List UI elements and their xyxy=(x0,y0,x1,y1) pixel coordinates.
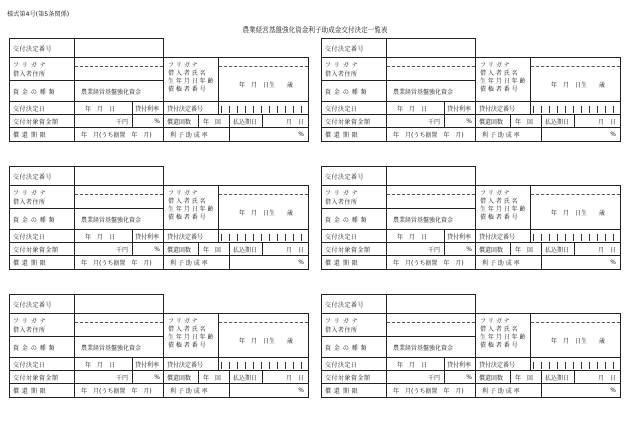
address-field[interactable] xyxy=(386,313,476,337)
decision-no-field[interactable] xyxy=(74,166,164,186)
furigana-address-label-cell xyxy=(321,185,387,209)
loan-decision-no-field[interactable] xyxy=(530,101,621,115)
decision-no-field[interactable] xyxy=(386,38,476,58)
fund-type-label: 資 金 の 種 類 xyxy=(9,80,75,102)
repay-count-unit[interactable]: 年 回 xyxy=(510,242,542,256)
debtor-no-label: 債 権 者 番 号 xyxy=(480,342,518,349)
decision-no-field[interactable] xyxy=(386,294,476,314)
borrower-address-label: 借入者住所 xyxy=(325,199,358,206)
subsidy-rate-label: 利 子 助 成 率 xyxy=(475,255,542,270)
fund-type-value: 農業経営基盤強化資金 xyxy=(386,208,476,230)
birthdate-label: 生 年 月 日 年 齢 xyxy=(480,334,526,341)
repay-count-unit[interactable]: 年 回 xyxy=(510,370,542,384)
fund-type-label: 資 金 の 種 類 xyxy=(9,336,75,358)
pay-date-value[interactable]: 月 日 xyxy=(262,370,309,384)
subsidy-rate-label: 利 子 助 成 率 xyxy=(163,255,230,270)
card-5 xyxy=(9,294,309,412)
pay-date-value[interactable]: 月 日 xyxy=(574,114,621,128)
borrower-name-label: 借 入 者 氏 名 xyxy=(168,326,206,333)
birth-value: 年 月 日生 歳 xyxy=(551,82,606,89)
loan-rate-label: 貸付利率 xyxy=(132,357,164,371)
repay-count-label: 償還回数 xyxy=(163,370,199,384)
address-field[interactable] xyxy=(386,185,476,209)
decision-date-label: 交付決定日 xyxy=(321,229,387,243)
name-label-cell xyxy=(163,313,219,358)
furigana-address-label-cell xyxy=(321,313,387,337)
debtor-no-label: 債 権 者 番 号 xyxy=(480,86,518,93)
borrower-address-label: 借入者住所 xyxy=(13,199,46,206)
borrower-address-label: 借入者住所 xyxy=(325,327,358,334)
loan-decision-no-label: 貸付決定番号 xyxy=(475,229,531,243)
loan-decision-no-label: 貸付決定番号 xyxy=(163,101,219,115)
target-amount-label: 交付対象資金額 xyxy=(321,370,387,384)
borrower-name-label: 借 入 者 氏 名 xyxy=(480,70,518,77)
subsidy-rate-percent[interactable]: % xyxy=(229,383,309,398)
loan-rate-percent[interactable]: % xyxy=(444,370,476,384)
pay-date-value[interactable]: 月 日 xyxy=(574,242,621,256)
birth-value: 年 月 日生 歳 xyxy=(551,210,606,217)
furigana-label: フ リ ガ ナ xyxy=(325,318,359,325)
decision-no-field[interactable] xyxy=(386,166,476,186)
subsidy-rate-percent[interactable]: % xyxy=(229,127,309,142)
name-field[interactable] xyxy=(218,185,309,230)
repay-count-label: 償還回数 xyxy=(475,370,511,384)
borrower-address-label: 借入者住所 xyxy=(13,71,46,78)
repay-period-label: 償 還 期 限 xyxy=(321,255,387,270)
name-label-cell xyxy=(475,185,531,230)
loan-decision-no-field[interactable] xyxy=(218,229,309,243)
loan-decision-no-label: 貸付決定番号 xyxy=(475,357,531,371)
borrower-name-label: 借 入 者 氏 名 xyxy=(168,70,206,77)
furigana-label: フ リ ガ ナ xyxy=(13,190,47,197)
pay-date-value[interactable]: 月 日 xyxy=(262,114,309,128)
card-3 xyxy=(9,166,309,284)
pay-date-label: 払込期日 xyxy=(541,370,575,384)
loan-rate-label: 貸付利率 xyxy=(132,101,164,115)
name-field[interactable] xyxy=(530,185,621,230)
repay-count-label: 償還回数 xyxy=(163,114,199,128)
target-amount-unit[interactable]: 千円 xyxy=(386,242,445,256)
decision-no-label: 交付決定番号 xyxy=(321,166,387,186)
repay-period-label: 償 還 期 限 xyxy=(9,383,75,398)
loan-decision-no-label: 貸付決定番号 xyxy=(163,357,219,371)
loan-decision-no-field[interactable] xyxy=(530,357,621,371)
subsidy-rate-label: 利 子 助 成 率 xyxy=(163,383,230,398)
card-2 xyxy=(321,38,621,156)
decision-date-value[interactable]: 年 月 日 xyxy=(386,101,445,115)
fund-type-label: 資 金 の 種 類 xyxy=(321,208,387,230)
birthdate-label: 生 年 月 日 年 齢 xyxy=(480,78,526,85)
name-label-cell xyxy=(163,185,219,230)
subsidy-rate-percent[interactable]: % xyxy=(229,255,309,270)
borrower-address-label: 借入者住所 xyxy=(13,327,46,334)
furigana-label: フ リ ガ ナ xyxy=(325,62,359,69)
decision-date-label: 交付決定日 xyxy=(9,101,75,115)
fund-type-value: 農業経営基盤強化資金 xyxy=(74,336,164,358)
page-title: 農業経営基盤強化資金利子助成金交付決定一覧表 xyxy=(242,26,388,34)
fund-type-label: 資 金 の 種 類 xyxy=(321,80,387,102)
card-4 xyxy=(321,166,621,284)
decision-date-value[interactable]: 年 月 日 xyxy=(74,357,133,371)
debtor-no-label: 債 権 者 番 号 xyxy=(480,214,518,221)
loan-rate-percent[interactable]: % xyxy=(132,242,164,256)
decision-date-label: 交付決定日 xyxy=(9,229,75,243)
target-amount-unit[interactable]: 千円 xyxy=(74,242,133,256)
decision-no-label: 交付決定番号 xyxy=(9,166,75,186)
pay-date-label: 払込期日 xyxy=(541,242,575,256)
name-label-cell xyxy=(475,313,531,358)
repay-period-value[interactable]: 年 月(うち据置 年 月) xyxy=(386,383,476,398)
address-field[interactable] xyxy=(74,57,164,81)
address-field[interactable] xyxy=(74,185,164,209)
furigana-address-label-cell xyxy=(9,185,75,209)
repay-count-unit[interactable]: 年 回 xyxy=(198,370,230,384)
loan-rate-percent[interactable]: % xyxy=(132,114,164,128)
subsidy-rate-label: 利 子 助 成 率 xyxy=(475,127,542,142)
target-amount-unit[interactable]: 千円 xyxy=(74,114,133,128)
repay-count-label: 償還回数 xyxy=(475,114,511,128)
subsidy-rate-label: 利 子 助 成 率 xyxy=(163,127,230,142)
target-amount-label: 交付対象資金額 xyxy=(9,114,75,128)
furigana-label: フ リ ガ ナ xyxy=(13,318,47,325)
name-furigana-label: フ リ ガ ナ xyxy=(480,318,510,325)
subsidy-rate-percent[interactable]: % xyxy=(541,127,621,142)
birth-value: 年 月 日生 歳 xyxy=(239,210,294,217)
decision-no-label: 交付決定番号 xyxy=(9,38,75,58)
pay-date-label: 払込期日 xyxy=(229,242,263,256)
name-field[interactable] xyxy=(218,57,309,102)
loan-rate-label: 貸付利率 xyxy=(444,229,476,243)
loan-rate-percent[interactable]: % xyxy=(132,370,164,384)
target-amount-label: 交付対象資金額 xyxy=(9,242,75,256)
repay-count-unit[interactable]: 年 回 xyxy=(510,114,542,128)
decision-no-field[interactable] xyxy=(74,294,164,314)
form-number: 様式第4号(第5条関係) xyxy=(7,11,70,18)
decision-no-label: 交付決定番号 xyxy=(321,38,387,58)
fund-type-label: 資 金 の 種 類 xyxy=(321,336,387,358)
borrower-address-label: 借入者住所 xyxy=(325,71,358,78)
target-amount-unit[interactable]: 千円 xyxy=(386,114,445,128)
repay-count-label: 償還回数 xyxy=(475,242,511,256)
birth-value: 年 月 日生 歳 xyxy=(239,82,294,89)
furigana-address-label-cell xyxy=(321,57,387,81)
loan-rate-label: 貸付利率 xyxy=(444,357,476,371)
repay-period-label: 償 還 期 限 xyxy=(321,127,387,142)
debtor-no-label: 債 権 者 番 号 xyxy=(168,86,206,93)
fund-type-value: 農業経営基盤強化資金 xyxy=(386,80,476,102)
target-amount-label: 交付対象資金額 xyxy=(321,242,387,256)
debtor-no-label: 債 権 者 番 号 xyxy=(168,214,206,221)
decision-date-value[interactable]: 年 月 日 xyxy=(386,357,445,371)
loan-rate-percent[interactable]: % xyxy=(444,114,476,128)
pay-date-label: 払込期日 xyxy=(229,114,263,128)
decision-date-value[interactable]: 年 月 日 xyxy=(74,101,133,115)
birthdate-label: 生 年 月 日 年 齢 xyxy=(168,334,214,341)
repay-count-label: 償還回数 xyxy=(163,242,199,256)
birth-value: 年 月 日生 歳 xyxy=(551,338,606,345)
birth-value: 年 月 日生 歳 xyxy=(239,338,294,345)
decision-no-label: 交付決定番号 xyxy=(321,294,387,314)
pay-date-value[interactable]: 月 日 xyxy=(262,242,309,256)
name-label-cell xyxy=(163,57,219,102)
card-6 xyxy=(321,294,621,412)
repay-period-label: 償 還 期 限 xyxy=(321,383,387,398)
name-field[interactable] xyxy=(530,57,621,102)
address-field[interactable] xyxy=(74,313,164,337)
fund-type-value: 農業経営基盤強化資金 xyxy=(74,208,164,230)
repay-period-value[interactable]: 年 月(うち据置 年 月) xyxy=(74,383,164,398)
name-furigana-label: フ リ ガ ナ xyxy=(168,318,198,325)
decision-no-field[interactable] xyxy=(74,38,164,58)
loan-decision-no-field[interactable] xyxy=(218,101,309,115)
fund-type-value: 農業経営基盤強化資金 xyxy=(386,336,476,358)
loan-rate-percent[interactable]: % xyxy=(444,242,476,256)
address-field[interactable] xyxy=(386,57,476,81)
furigana-address-label-cell xyxy=(9,57,75,81)
loan-decision-no-label: 貸付決定番号 xyxy=(163,229,219,243)
decision-date-value[interactable]: 年 月 日 xyxy=(386,229,445,243)
target-amount-label: 交付対象資金額 xyxy=(321,114,387,128)
name-label-cell xyxy=(475,57,531,102)
loan-rate-label: 貸付利率 xyxy=(444,101,476,115)
decision-no-label: 交付決定番号 xyxy=(9,294,75,314)
borrower-name-label: 借 入 者 氏 名 xyxy=(480,198,518,205)
borrower-name-label: 借 入 者 氏 名 xyxy=(168,198,206,205)
furigana-label: フ リ ガ ナ xyxy=(13,62,47,69)
furigana-label: フ リ ガ ナ xyxy=(325,190,359,197)
decision-date-label: 交付決定日 xyxy=(321,101,387,115)
repay-period-value[interactable]: 年 月(うち据置 年 月) xyxy=(386,127,476,142)
birthdate-label: 生 年 月 日 年 齢 xyxy=(168,78,214,85)
name-field[interactable] xyxy=(218,313,309,358)
target-amount-label: 交付対象資金額 xyxy=(9,370,75,384)
loan-decision-no-field[interactable] xyxy=(530,229,621,243)
furigana-address-label-cell xyxy=(9,313,75,337)
target-amount-unit[interactable]: 千円 xyxy=(74,370,133,384)
pay-date-label: 払込期日 xyxy=(229,370,263,384)
fund-type-value: 農業経営基盤強化資金 xyxy=(74,80,164,102)
name-furigana-label: フ リ ガ ナ xyxy=(168,190,198,197)
borrower-name-label: 借 入 者 氏 名 xyxy=(480,326,518,333)
name-furigana-label: フ リ ガ ナ xyxy=(480,190,510,197)
repay-period-value[interactable]: 年 月(うち据置 年 月) xyxy=(386,255,476,270)
loan-decision-no-label: 貸付決定番号 xyxy=(475,101,531,115)
name-furigana-label: フ リ ガ ナ xyxy=(480,62,510,69)
repay-count-unit[interactable]: 年 回 xyxy=(198,242,230,256)
subsidy-rate-percent[interactable]: % xyxy=(541,255,621,270)
birthdate-label: 生 年 月 日 年 齢 xyxy=(168,206,214,213)
repay-period-label: 償 還 期 限 xyxy=(9,255,75,270)
debtor-no-label: 債 権 者 番 号 xyxy=(168,342,206,349)
decision-date-value[interactable]: 年 月 日 xyxy=(74,229,133,243)
birthdate-label: 生 年 月 日 年 齢 xyxy=(480,206,526,213)
name-furigana-label: フ リ ガ ナ xyxy=(168,62,198,69)
repay-count-unit[interactable]: 年 回 xyxy=(198,114,230,128)
repay-period-value[interactable]: 年 月(うち据置 年 月) xyxy=(74,255,164,270)
subsidy-rate-label: 利 子 助 成 率 xyxy=(475,383,542,398)
decision-date-label: 交付決定日 xyxy=(9,357,75,371)
loan-decision-no-field[interactable] xyxy=(218,357,309,371)
loan-rate-label: 貸付利率 xyxy=(132,229,164,243)
decision-date-label: 交付決定日 xyxy=(321,357,387,371)
name-field[interactable] xyxy=(530,313,621,358)
repay-period-value[interactable]: 年 月(うち据置 年 月) xyxy=(74,127,164,142)
target-amount-unit[interactable]: 千円 xyxy=(386,370,445,384)
subsidy-rate-percent[interactable]: % xyxy=(541,383,621,398)
pay-date-label: 払込期日 xyxy=(541,114,575,128)
card-1 xyxy=(9,38,309,156)
pay-date-value[interactable]: 月 日 xyxy=(574,370,621,384)
fund-type-label: 資 金 の 種 類 xyxy=(9,208,75,230)
repay-period-label: 償 還 期 限 xyxy=(9,127,75,142)
